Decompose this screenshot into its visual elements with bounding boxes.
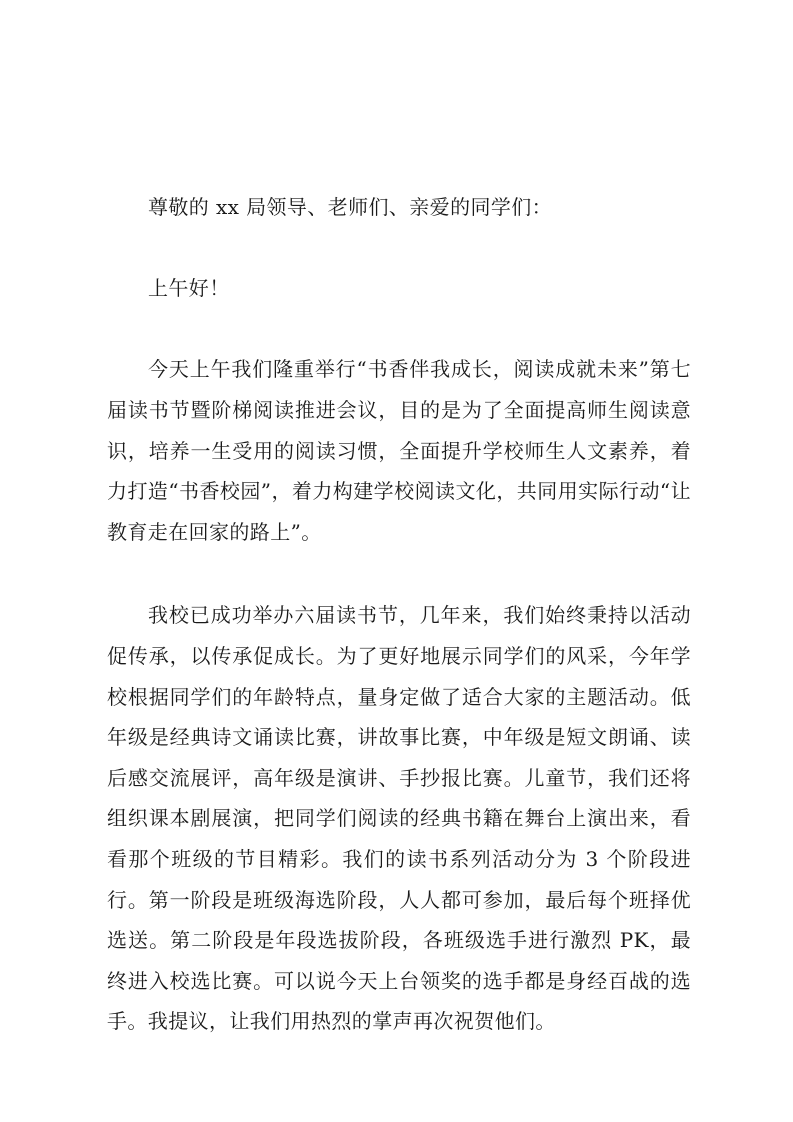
paragraph-spacer — [107, 309, 691, 350]
paragraph-spacer — [107, 228, 691, 269]
greeting: 上午好！ — [148, 276, 230, 301]
document-page — [107, 187, 691, 1042]
body-paragraph: 我校已成功举办六届读书节，几年来，我们始终秉持以活动促传承，以传承促成长。为了更好地展示同学们的风采，今年学校根据同学们的年龄特点，量身定做了适合大家的主题活动。低年级是经典诗文诵读比赛，讲故事比赛，中年级是短文朗诵、读后感交流展评，高年级是演讲、手抄报比赛。儿童节，我们还将组织课本剧展演，把同学们阅读的经典书籍在舞台上演出来，看看那个班级的节目精彩。我们的读书系列活动分为 3 个阶段进行。第一阶段是班级海选阶段，人人都可参加，最后每个班择优选送。第二阶段是年段选拔阶段，各班级选手进行激烈 PK，最终进入校选比赛。可以说今天上台领奖的选手都是身经百战的选手。我提议，让我们用热烈的掌声再次祝贺他们。 — [107, 603, 691, 1034]
paragraph-spacer — [107, 552, 691, 595]
salutation: 尊敬的 xx 局领导、老师们、亲爱的同学们： — [148, 195, 553, 219]
body-paragraph: 今天上午我们隆重举行“书香伴我成长，阅读成就未来”第七届读书节暨阶梯阅读推进会议，目的是为了全面提高师生阅读意识，培养一生受用的阅读习惯，全面提升学校师生人文素养，着力打造“书香校园”，着力构建学校阅读文化，共同用实际行动“让教育走在回家的路上”。 — [107, 357, 691, 544]
